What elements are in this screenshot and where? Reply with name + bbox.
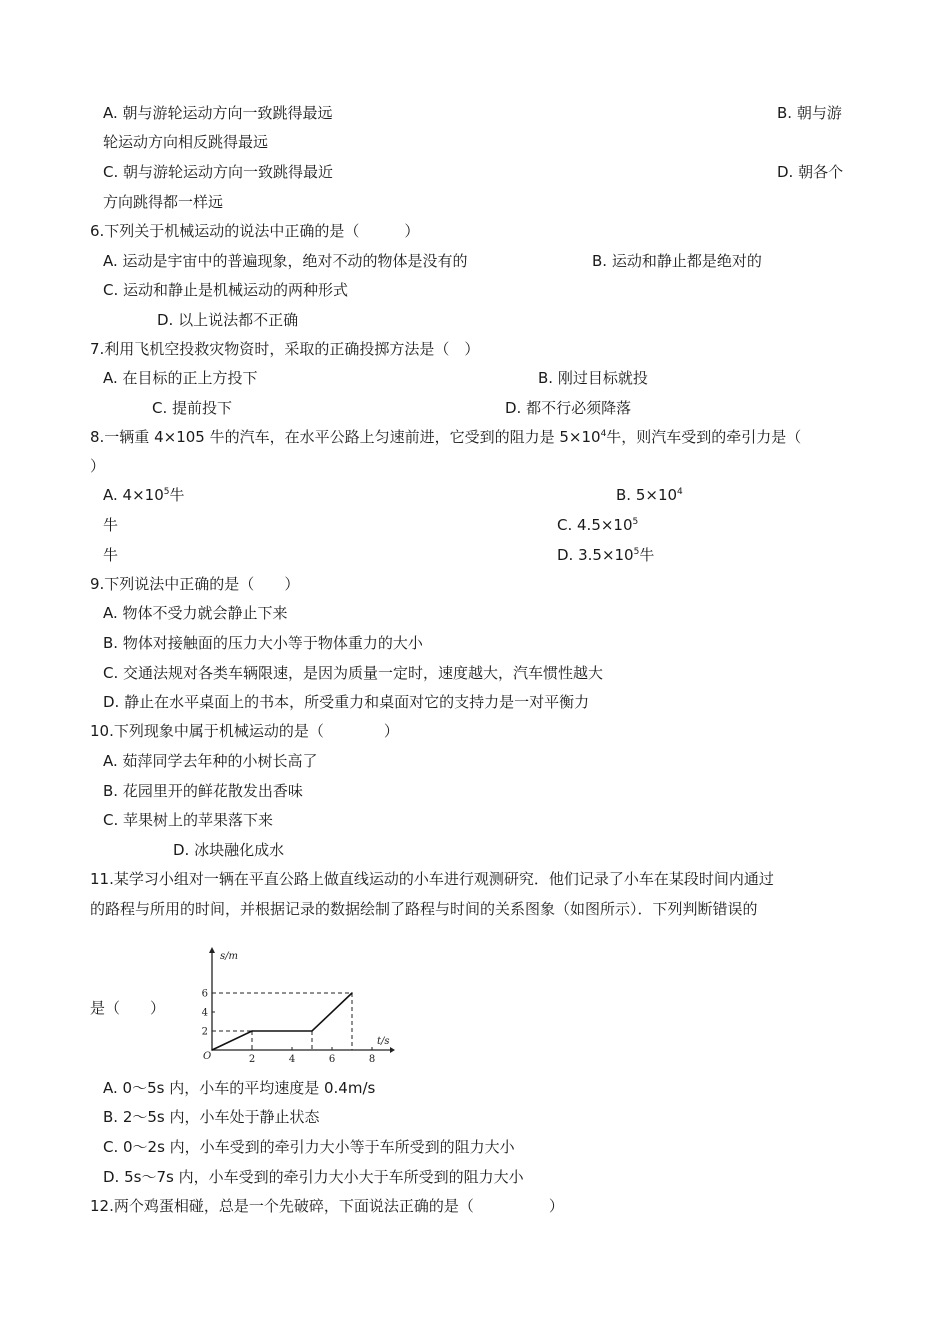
q6-option-c: C. 运动和静止是机械运动的两种形式 <box>103 281 349 299</box>
y-axis-label: s/m <box>220 951 238 962</box>
q9-option-a: A. 物体不受力就会静止下来 <box>103 604 288 622</box>
q8-option-b: B. $5\times 10^4$ <box>616 486 683 504</box>
x-tick-label: 6 <box>328 1054 336 1064</box>
q7-stem: 7.利用飞机空投救灾物资时，采取的正确投掷方法是（ ） <box>90 340 480 358</box>
q7-option-b: B. 刚过目标就投 <box>538 369 648 387</box>
q8-stem: 8.一辆重 4×105 牛的汽车，在水平公路上匀速前进，它受到的阻力是 $5\times 10^4$牛，则汽车受到的牵引力是（ <box>90 428 802 446</box>
q11-stem-line2: 的路程与所用的时间，并根据记录的数据绘制了路程与时间的关系图象（如图所示）．下列判断错误的 <box>90 900 758 918</box>
q8-option-c: C. $4.5\times 10^5$ <box>557 516 639 534</box>
x-tick-label: 8 <box>368 1054 376 1064</box>
data-point <box>211 1049 213 1051</box>
q10-option-c: C. 苹果树上的苹果落下来 <box>103 811 274 829</box>
distance-time-graph-svg <box>196 944 396 1064</box>
data-point <box>311 1030 313 1032</box>
y-tick-label: 2 <box>201 1026 208 1038</box>
distance-time-graph <box>196 944 396 1064</box>
q9-option-c: C. 交通法规对各类车辆限速，是因为质量一定时，速度越大，汽车惯性越大 <box>103 664 604 682</box>
q8-option-c-continued: 牛 <box>103 546 119 564</box>
q9-option-d: D. 静止在水平桌面上的书本，所受重力和桌面对它的支持力是一对平衡力 <box>103 693 590 711</box>
q7-option-a: A. 在目标的正上方投下 <box>103 369 258 387</box>
q9-stem: 9.下列说法中正确的是（ ） <box>90 575 300 593</box>
q5-option-c: C. 朝与游轮运动方向一致跳得最近 <box>103 163 334 181</box>
q5-option-d: D. 朝各个 <box>777 163 844 181</box>
x-tick-label: 2 <box>248 1054 256 1064</box>
y-tick-label: 6 <box>201 988 208 1000</box>
x-tick-label: 4 <box>288 1054 296 1064</box>
series-line <box>212 993 352 1050</box>
q10-option-d: D. 冰块融化成水 <box>173 841 285 859</box>
q8-stem-continued: ） <box>90 457 106 475</box>
q8-option-a: A. $4\times 10^5$牛 <box>103 486 185 504</box>
q11-option-c: C. 0～2s 内，小车受到的牵引力大小等于车所受到的阻力大小 <box>103 1138 515 1156</box>
q5-option-b-continued: 轮运动方向相反跳得最远 <box>103 133 269 151</box>
q10-option-b: B. 花园里开的鲜花散发出香味 <box>103 782 303 800</box>
x-axis-label: t/s <box>377 1036 390 1047</box>
q11-option-b: B. 2～5s 内，小车处于静止状态 <box>103 1108 320 1126</box>
q7-option-d: D. 都不行必须降落 <box>505 399 632 417</box>
q5-option-a: A. 朝与游轮运动方向一致跳得最远 <box>103 104 333 122</box>
q6-stem: 6.下列关于机械运动的说法中正确的是（ ） <box>90 222 420 240</box>
q11-option-d: D. 5s～7s 内，小车受到的牵引力大小大于车所受到的阻力大小 <box>103 1168 524 1186</box>
q11-stem-line3: 是（ ） <box>90 999 166 1017</box>
q6-option-b: B. 运动和静止都是绝对的 <box>592 252 762 270</box>
q11-option-a: A. 0～5s 内，小车的平均速度是 0.4m/s <box>103 1079 376 1097</box>
q6-option-a: A. 运动是宇宙中的普遍现象，绝对不动的物体是没有的 <box>103 252 468 270</box>
q5-option-b: B. 朝与游 <box>777 104 842 122</box>
q11-stem-line1: 11.某学习小组对一辆在平直公路上做直线运动的小车进行观测研究．他们记录了小车在某段时间内通过 <box>90 870 774 888</box>
q10-option-a: A. 茹萍同学去年种的小树长高了 <box>103 752 318 770</box>
q6-option-d: D. 以上说法都不正确 <box>157 311 299 329</box>
q9-option-b: B. 物体对接触面的压力大小等于物体重力的大小 <box>103 634 423 652</box>
data-point <box>351 992 353 994</box>
q5-option-d-continued: 方向跳得都一样远 <box>103 193 224 211</box>
q8-option-d: D. $3.5\times 10^5$牛 <box>557 546 655 564</box>
x-axis-arrow <box>390 1047 395 1053</box>
y-axis-arrow <box>209 947 215 953</box>
q10-stem: 10.下列现象中属于机械运动的是（ ） <box>90 722 399 740</box>
y-tick-label: 4 <box>201 1007 208 1019</box>
origin-label: O <box>203 1051 212 1062</box>
q8-option-b-continued: 牛 <box>103 516 119 534</box>
q7-option-c: C. 提前投下 <box>152 399 233 417</box>
data-point <box>251 1030 253 1032</box>
q12-stem: 12.两个鸡蛋相碰，总是一个先破碎，下面说法正确的是（ ） <box>90 1197 564 1215</box>
